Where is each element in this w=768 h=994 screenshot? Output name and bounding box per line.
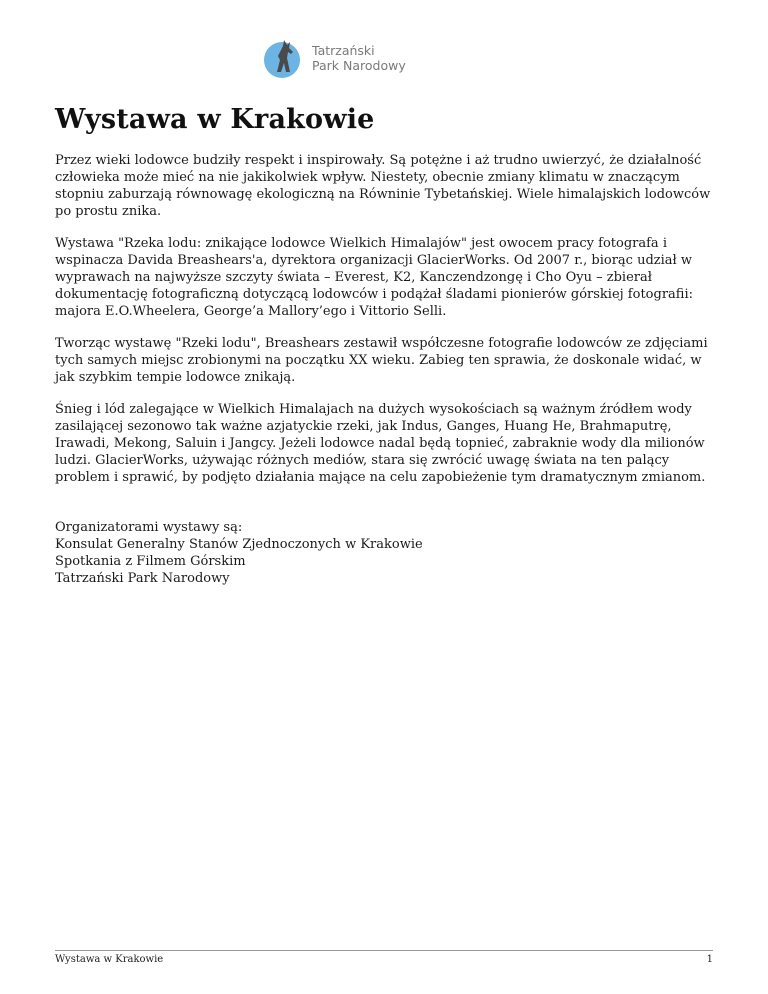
footer-title: Wystawa w Krakowie bbox=[55, 954, 164, 965]
page-title: Wystawa w Krakowie bbox=[55, 104, 375, 135]
logo-line-2: Park Narodowy bbox=[312, 58, 406, 73]
organizer-item: Spotkania z Filmem Górskim bbox=[55, 554, 246, 569]
paragraph-1: Przez wieki lodowce budziły respekt i inspirowały. Są potężne i aż trudno uwierzyć, że działalność człowieka może mieć na nie jakikolwiek wpływ. Niestety, obecnie zmiany klimatu w znaczącym stopniu zaburzają równowagę ekologiczną na Równinie Tybetańskiej. Wiele himalajskich lodowców po prostu znika. bbox=[55, 153, 711, 219]
chamois-logo-icon bbox=[262, 36, 306, 80]
logo-line-1: Tatrzański bbox=[312, 43, 375, 58]
organizer-item: Konsulat Generalny Stanów Zjednoczonych w Krakowie bbox=[55, 537, 423, 552]
paragraph-3: Tworząc wystawę "Rzeki lodu", Breashears zestawił współczesne fotografie lodowców ze zdjęciami tych samych miejsc zrobionymi na początku XX wieku. Zabieg ten sprawia, że doskonale widać, w jak szybkim tempie lodowce znikają. bbox=[55, 336, 708, 385]
page-number: 1 bbox=[706, 954, 713, 965]
organizers-heading: Organizatorami wystawy są: bbox=[55, 520, 243, 535]
paragraph-4: Śnieg i lód zalegające w Wielkich Himalajach na dużych wysokościach są ważnym źródłem wody zasilającej sezonowo tak ważne azjatyckie rzeki, jak Indus, Ganges, Huang He, Brahmaputrę, Irawadi, Mekong, Saluin i Jangcy. Jeżeli lodowce nadal będą topnieć, zabraknie wody dla milionów ludzi. GlacierWorks, używając różnych mediów, stara się zwrócić uwagę świata na ten palący problem i sprawić, by podjęto działania mające na celu zapobieżenie tym dramatycznym zmianom. bbox=[55, 402, 706, 485]
paragraph-2: Wystawa "Rzeka lodu: znikające lodowce Wielkich Himalajów" jest owocem pracy fotografa i wspinacza Davida Breashears'a, dyrektora organizacji GlacierWorks. Od 2007 r., biorąc udział w wyprawach na najwyższe szczyty świata – Everest, K2, Kanczendzongę i Cho Oyu – zbierał dokumentację fotograficzną dotyczącą lodowców i podążał śladami pionierów górskiej fotografii: majora E.O.Wheelera, George’a Mallory’ego i Vittorio Selli. bbox=[55, 236, 693, 319]
logo bbox=[262, 36, 406, 80]
organizers-section bbox=[55, 519, 715, 587]
organizer-item: Tatrzański Park Narodowy bbox=[55, 571, 230, 586]
logo-text bbox=[312, 43, 406, 73]
page-footer bbox=[55, 950, 713, 965]
document-body bbox=[55, 152, 715, 587]
